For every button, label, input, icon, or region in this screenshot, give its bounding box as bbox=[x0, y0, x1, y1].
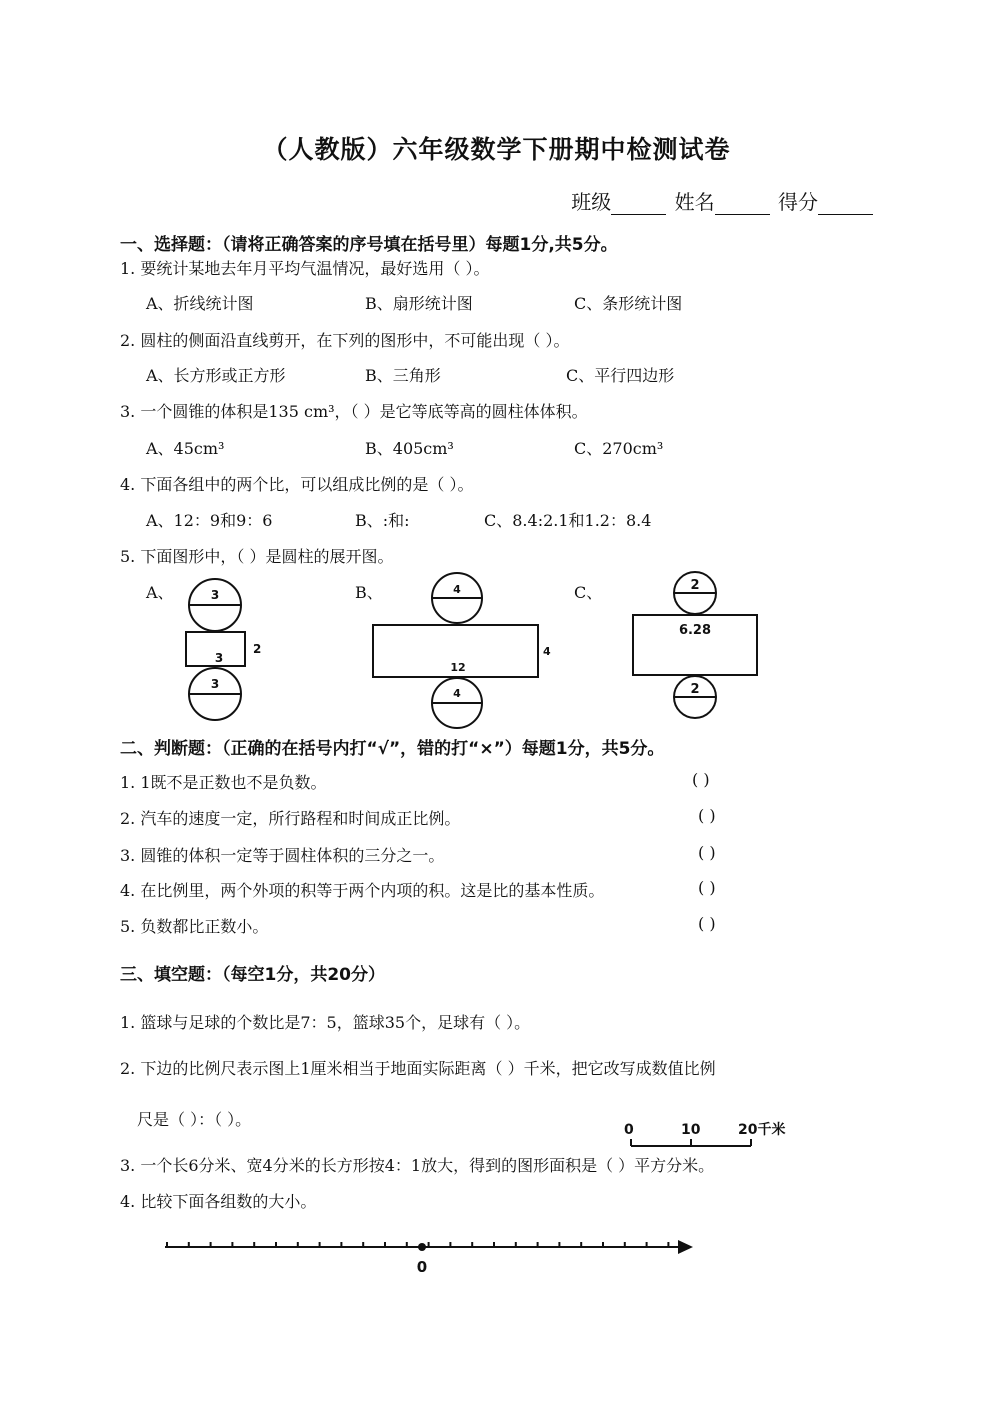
s2-item-5-answer[interactable]: ( ) bbox=[698, 914, 716, 933]
s1-q5-option-b[interactable]: B、 bbox=[355, 583, 383, 602]
s3-question-4: 4. 比较下面各组数的大小。 bbox=[120, 1192, 317, 1211]
s1-q2-option-b[interactable]: B、三角形 bbox=[365, 366, 441, 385]
s3-question-1: 1. 篮球与足球的个数比是7：5，篮球35个，足球有（ ）。 bbox=[120, 1013, 531, 1032]
s3-question-3: 3. 一个长6分米、宽4分米的长方形按4：1放大，得到的图形面积是（ ）平方分米。 bbox=[120, 1156, 715, 1175]
s3-question-2-line2: 尺是（ ）：（ ）。 bbox=[137, 1110, 252, 1129]
s1-q4-option-a[interactable]: A、12：9和9：6 bbox=[146, 511, 273, 530]
s2-item-1: 1. 1既不是正数也不是负数。 bbox=[120, 773, 327, 792]
s1-q3-option-b[interactable]: B、405cm³ bbox=[365, 439, 454, 458]
section2-heading: 二、判断题：（正确的在括号内打“√”，错的打“×”）每题1分，共5分。 bbox=[120, 739, 665, 759]
fig-c-bottom-label: 2 bbox=[690, 682, 700, 697]
s3-question-2-line1: 2. 下边的比例尺表示图上1厘米相当于地面实际距离（ ）千米，把它改写成数值比例 bbox=[120, 1059, 716, 1078]
s1-q3-option-c[interactable]: C、270cm³ bbox=[574, 439, 664, 458]
s2-item-4-answer[interactable]: ( ) bbox=[698, 878, 716, 897]
s2-item-5: 5. 负数都比正数小。 bbox=[120, 917, 269, 936]
s1-question-2: 2. 圆柱的侧面沿直线剪开，在下列的图形中，不可能出现（ ）。 bbox=[120, 331, 570, 350]
s1-q5-option-a[interactable]: A、 bbox=[146, 583, 174, 602]
page-title: （人教版）六年级数学下册期中检测试卷 bbox=[262, 135, 731, 164]
s1-question-5: 5. 下面图形中，（ ）是圆柱的展开图。 bbox=[120, 547, 394, 566]
s1-q1-option-c[interactable]: C、条形统计图 bbox=[574, 294, 683, 313]
scale-label-0: 0 bbox=[624, 1122, 634, 1138]
fig-a-rect-bottom-label: 3 bbox=[214, 651, 224, 665]
s2-item-3: 3. 圆锥的体积一定等于圆柱体积的三分之一。 bbox=[120, 846, 445, 865]
section3-heading: 三、填空题：（每空1分，共20分） bbox=[120, 965, 385, 985]
s1-q2-option-c[interactable]: C、平行四边形 bbox=[566, 366, 675, 385]
s1-q4-option-c[interactable]: C、8.4:2.1和1.2：8.4 bbox=[484, 511, 652, 530]
fig-b-rect-bottom-label: 12 bbox=[450, 661, 466, 674]
s1-question-1: 1. 要统计某地去年月平均气温情况，最好选用（ ）。 bbox=[120, 259, 490, 278]
fig-a-rect-side-label: 2 bbox=[253, 642, 262, 656]
s2-item-3-answer[interactable]: ( ) bbox=[698, 843, 716, 862]
number-line-origin-dot bbox=[418, 1243, 426, 1251]
s2-item-1-answer[interactable]: ( ) bbox=[692, 770, 710, 789]
fig-c-top-label: 2 bbox=[690, 578, 700, 593]
scale-label-10: 10 bbox=[681, 1122, 701, 1138]
s1-question-4: 4. 下面各组中的两个比，可以组成比例的是（ ）。 bbox=[120, 475, 474, 494]
s2-item-2: 2. 汽车的速度一定，所行路程和时间成正比例。 bbox=[120, 809, 461, 828]
section1-heading: 一、选择题：（请将正确答案的序号填在括号里）每题1分,共5分。 bbox=[120, 235, 618, 255]
s2-item-4: 4. 在比例里，两个外项的积等于两个内项的积。这是比的基本性质。 bbox=[120, 881, 605, 900]
scale-label-20km: 20千米 bbox=[738, 1122, 786, 1138]
number-line bbox=[150, 1230, 710, 1280]
s1-q4-option-b[interactable]: B、:和: bbox=[355, 511, 410, 530]
fig-b-bottom-label: 4 bbox=[453, 687, 461, 700]
s1-q3-option-a[interactable]: A、45cm³ bbox=[146, 439, 225, 458]
fig-b-top-label: 4 bbox=[453, 583, 461, 596]
fig-a-top-label: 3 bbox=[210, 588, 220, 602]
name-label: 姓名 bbox=[674, 190, 715, 214]
fig-a-bottom-label: 3 bbox=[210, 677, 220, 691]
scale-bar bbox=[610, 1115, 810, 1155]
class-label: 班级 bbox=[571, 190, 612, 214]
s1-q2-option-a[interactable]: A、长方形或正方形 bbox=[146, 366, 286, 385]
score-label: 得分 bbox=[778, 190, 818, 214]
fig-b-rect-side-label: 4 bbox=[543, 645, 551, 658]
s1-q1-option-a[interactable]: A、折线统计图 bbox=[146, 294, 254, 313]
number-line-origin-label: 0 bbox=[416, 1258, 428, 1276]
fig-c-rect-top-label: 6.28 bbox=[678, 623, 712, 638]
s1-q1-option-b[interactable]: B、扇形统计图 bbox=[365, 294, 473, 313]
s2-item-2-answer[interactable]: ( ) bbox=[698, 806, 716, 825]
s1-q5-option-c[interactable]: C、 bbox=[574, 583, 603, 602]
s1-question-3: 3. 一个圆锥的体积是135 cm³，（ ）是它等底等高的圆柱体体积。 bbox=[120, 402, 588, 421]
